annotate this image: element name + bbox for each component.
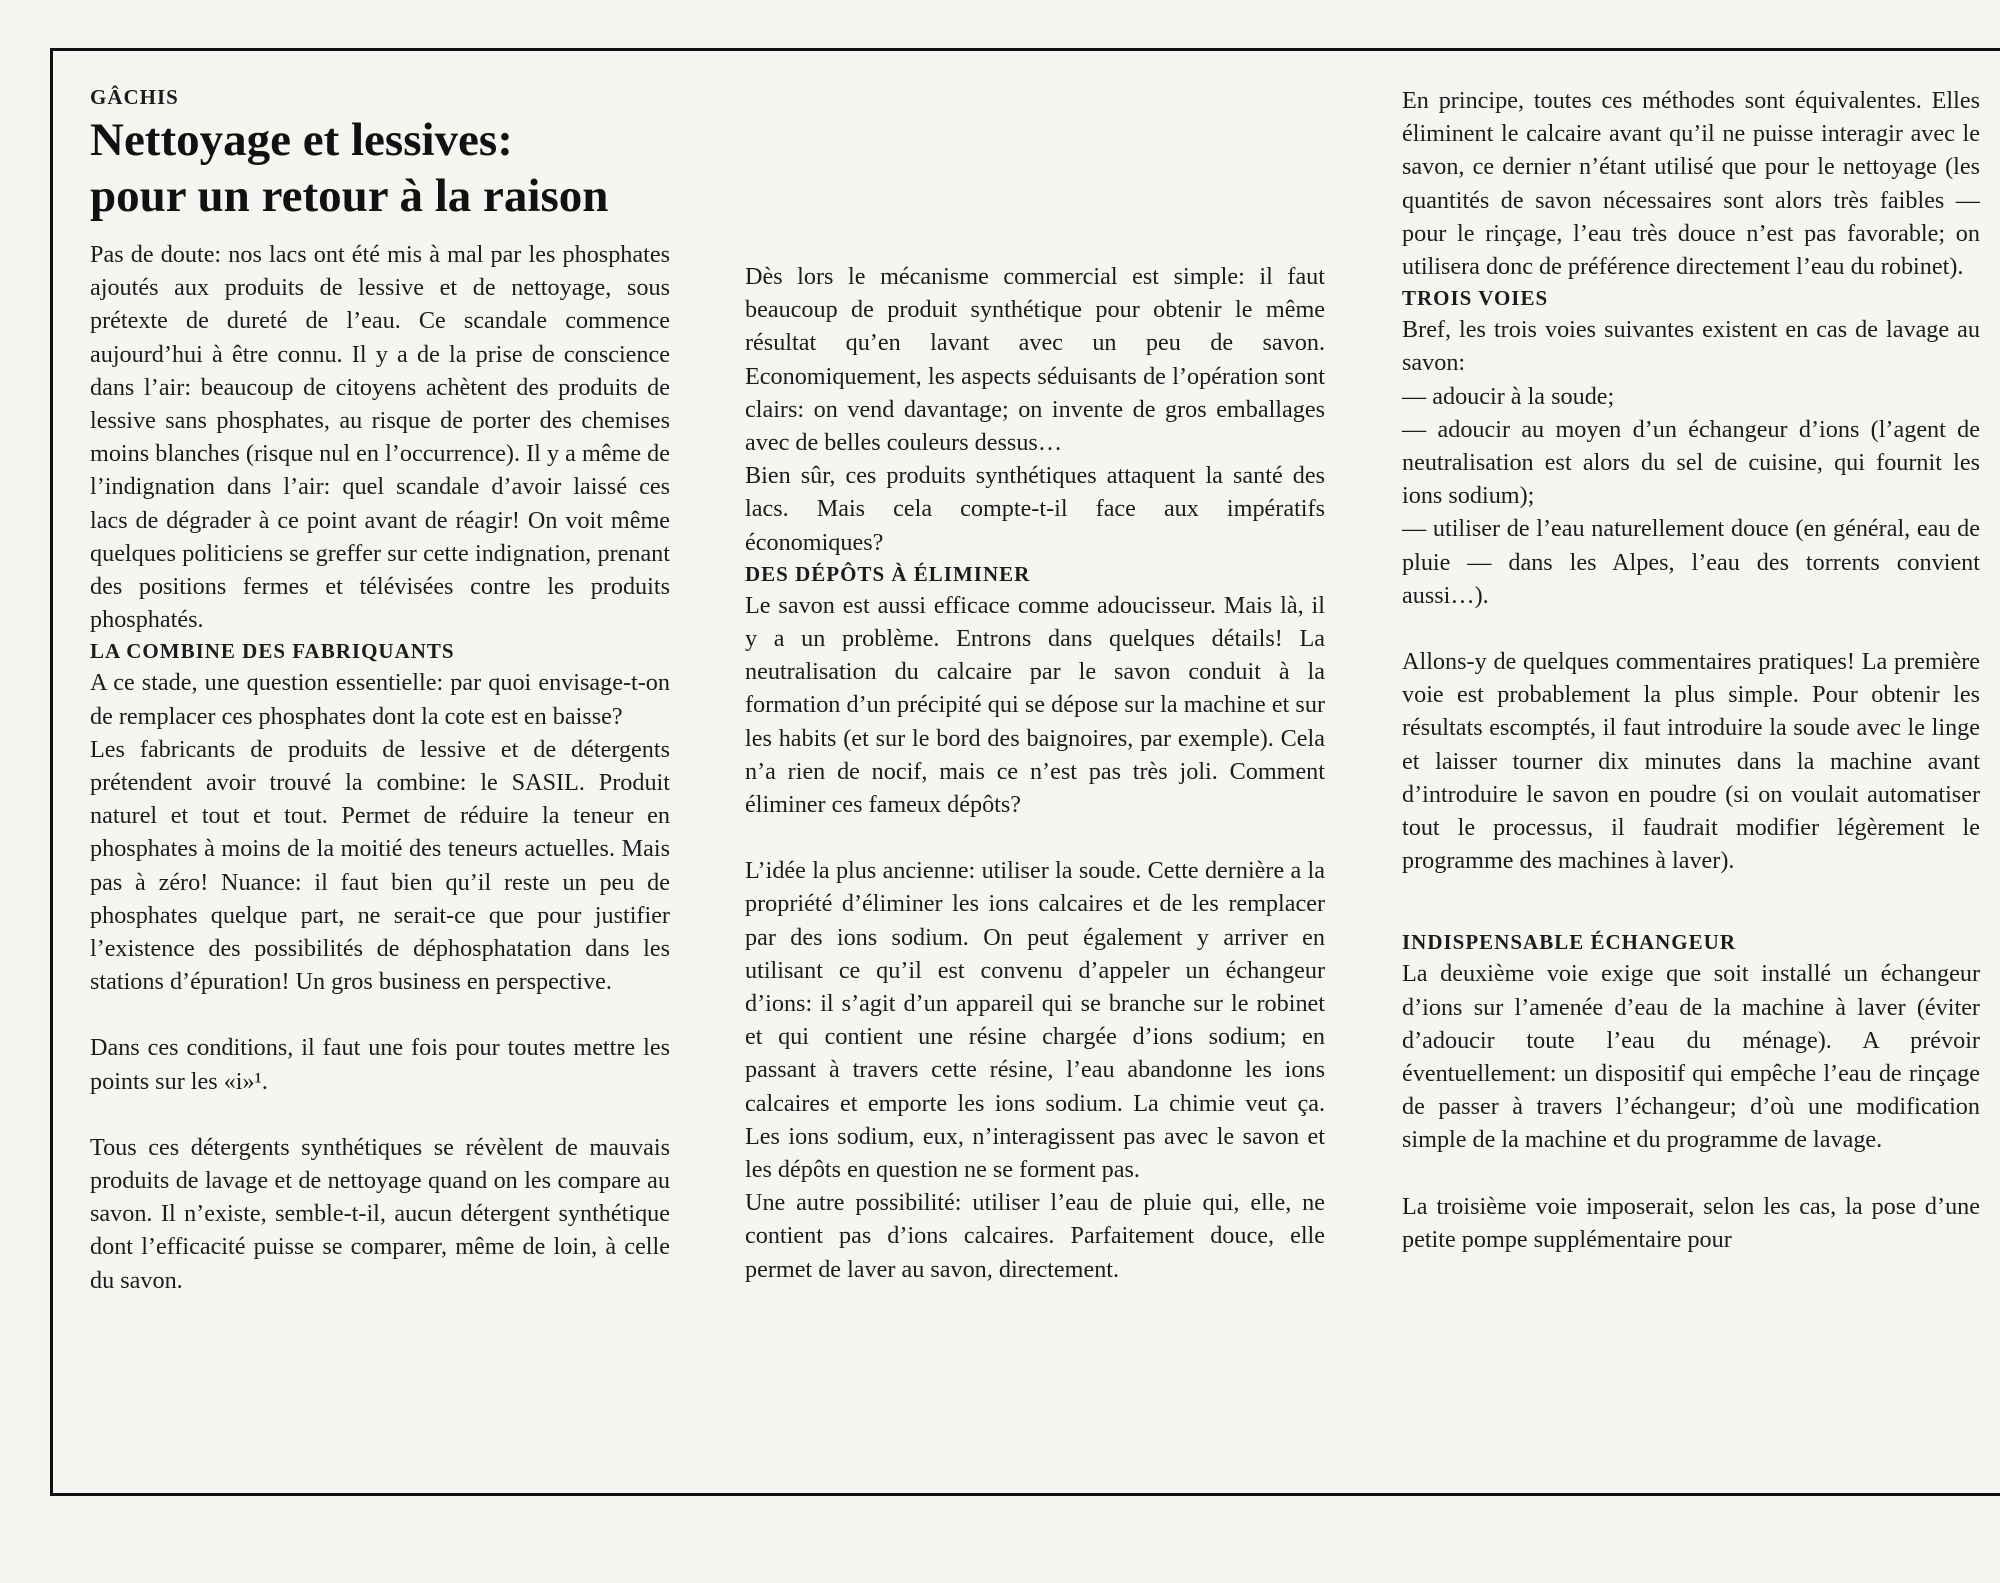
- list-item: — adoucir à la soude;: [1402, 382, 1615, 410]
- paragraph: Le savon est aussi efficace comme adoucisseur. Mais là, il y a un problème. Entrons dans quelques détails! La neutralisation du calcaire par le savon conduit à la formation d’un précipité qui se dépose sur la machine et sur les habits (et sur le bord des baignoires, par exemple). Cela n’a rien de nocif, mais ce n’est pas très joli. Comment éliminer ces fameux dépôts?: [745, 591, 1325, 819]
- column-3: [1402, 84, 1980, 1256]
- section-heading-depots: DES DÉPÔTS À ÉLIMINER: [745, 561, 1031, 586]
- section-heading-trois-voies: TROIS VOIES: [1402, 286, 1549, 311]
- list-item: — adoucir au moyen d’un échangeur d’ions (l’agent de neutralisation est alors du sel de cuisine, qui fournit les ions sodium);: [1402, 415, 1980, 510]
- headline-line-1: Nettoyage et lessives:: [90, 114, 513, 166]
- paragraph: Dès lors le mécanisme commercial est simple: il faut beaucoup de produit synthétique pour obtenir le même résultat qu’en lavant avec un peu de savon. Economiquement, les aspects séduisants de l’opération sont clairs: on vend davantage; on invente de gros emballages avec de belles couleurs dessus…: [745, 263, 1325, 457]
- intro-paragraph: Pas de doute: nos lacs ont été mis à mal par les phosphates ajoutés aux produits de lessive et de nettoyage, sous prétexte de dureté de l’eau. Ce scandale commence aujourd’hui à être connu. Il y a de la prise de conscience dans l’air: beaucoup de citoyens achètent des produits de lessive sans phosphates, au risque de porter des chemises moins blanches (risque nul en l’occurrence). Il y a même de l’indignation dans l’air: quel scandale d’avoir laissé ces lacs de dégrader à ce point avant de réagir! On voit même quelques politiciens se greffer sur cette indignation, prenant des positions fermes et télévisées contre les produits phosphatés.: [90, 241, 670, 634]
- section-heading-echangeur: INDISPENSABLE ÉCHANGEUR: [1402, 930, 1736, 955]
- paragraph: A ce stade, une question essentielle: par quoi envisage-t-on de remplacer ces phosphates dont la cote est en baisse?: [90, 669, 670, 730]
- paragraph: L’idée la plus ancienne: utiliser la soude. Cette dernière a la propriété d’éliminer les ions calcaires et de les remplacer par des ions sodium. On peut également y arriver en utilisant ce qu’il est convenu d’appeler un échangeur d’ions: il s’agit d’un appareil qui se branche sur le robinet et qui contient une résine chargée d’ions sodium; en passant à travers cette résine, l’eau abandonne les ions calcaires et emporte les ions sodium. La chimie veut ça. Les ions sodium, eux, n’interagissent pas avec le savon et les dépôts en question ne se forment pas.: [745, 857, 1325, 1184]
- column-1: [90, 82, 670, 1297]
- paragraph: Allons-y de quelques commentaires pratiques! La première voie est probablement la plus simple. Pour obtenir les résultats escomptés, il faut introduire la soude avec le linge et laisser tourner dix minutes dans la machine avant d’introduire le savon en poudre (si on voulait automatiser tout le processus, il faudrait modifier légèrement le programme des machines à laver).: [1402, 648, 1980, 875]
- column-2: [745, 86, 1325, 1286]
- list-item: — utiliser de l’eau naturellement douce (en général, eau de pluie — dans les Alpes, l’eau des torrents convient aussi…).: [1402, 515, 1980, 609]
- paragraph: Une autre possibilité: utiliser l’eau de pluie qui, elle, ne contient pas d’ions calcaires. Parfaitement douce, elle permet de laver au savon, directement.: [745, 1189, 1325, 1283]
- paragraph: Les fabricants de produits de lessive et de détergents prétendent avoir trouvé la combine: le SASIL. Produit naturel et tout et tout. Permet de réduire la teneur en phosphates à moins de la moitié des teneurs actuelles. Mais pas à zéro! Nuance: il faut bien qu’il reste un peu de phosphates quelque part, ne serait-ce que pour justifier l’existence des possibilités de déphosphatation dans les stations d’épuration! Un gros business en perspective.: [90, 735, 670, 996]
- headline-line-2: pour un retour à la raison: [90, 170, 609, 222]
- paragraph: Dans ces conditions, il faut une fois pour toutes mettre les points sur les «i»¹.: [90, 1034, 670, 1095]
- paragraph: Bref, les trois voies suivantes existent en cas de lavage au savon:: [1402, 316, 1980, 377]
- section-heading-combine: LA COMBINE DES FABRIQUANTS: [90, 639, 455, 664]
- paragraph: En principe, toutes ces méthodes sont équivalentes. Elles éliminent le calcaire avant qu’il ne puisse interagir avec le savon, ce dernier n’étant utilisé que pour le nettoyage (les quantités de savon nécessaires sont alors très faibles — pour le rinçage, l’eau très douce n’est pas favorable; on utilisera donc de préférence directement l’eau du robinet).: [1402, 87, 1980, 281]
- paragraph: La troisième voie imposerait, selon les cas, la pose d’une petite pompe supplémentaire pour: [1402, 1192, 1980, 1253]
- paragraph: La deuxième voie exige que soit installé un échangeur d’ions sur l’amenée d’eau de la machine à laver (éviter d’adoucir toute l’eau du ménage). A prévoir éventuellement: un dispositif qui empêche l’eau de rinçage de passer à travers l’échangeur; d’où une modification simple de la machine et du programme de lavage.: [1402, 960, 1980, 1154]
- rubric: GÂCHIS: [90, 85, 179, 109]
- paragraph: Tous ces détergents synthétiques se révèlent de mauvais produits de lavage et de nettoyage quand on les compare au savon. Il n’existe, semble-t-il, aucun détergent synthétique dont l’efficacité puisse se comparer, même de loin, à celle du savon.: [90, 1133, 670, 1294]
- headline: [90, 112, 670, 224]
- paragraph: Bien sûr, ces produits synthétiques attaquent la santé des lacs. Mais cela compte-t-il face aux impératifs économiques?: [745, 462, 1325, 556]
